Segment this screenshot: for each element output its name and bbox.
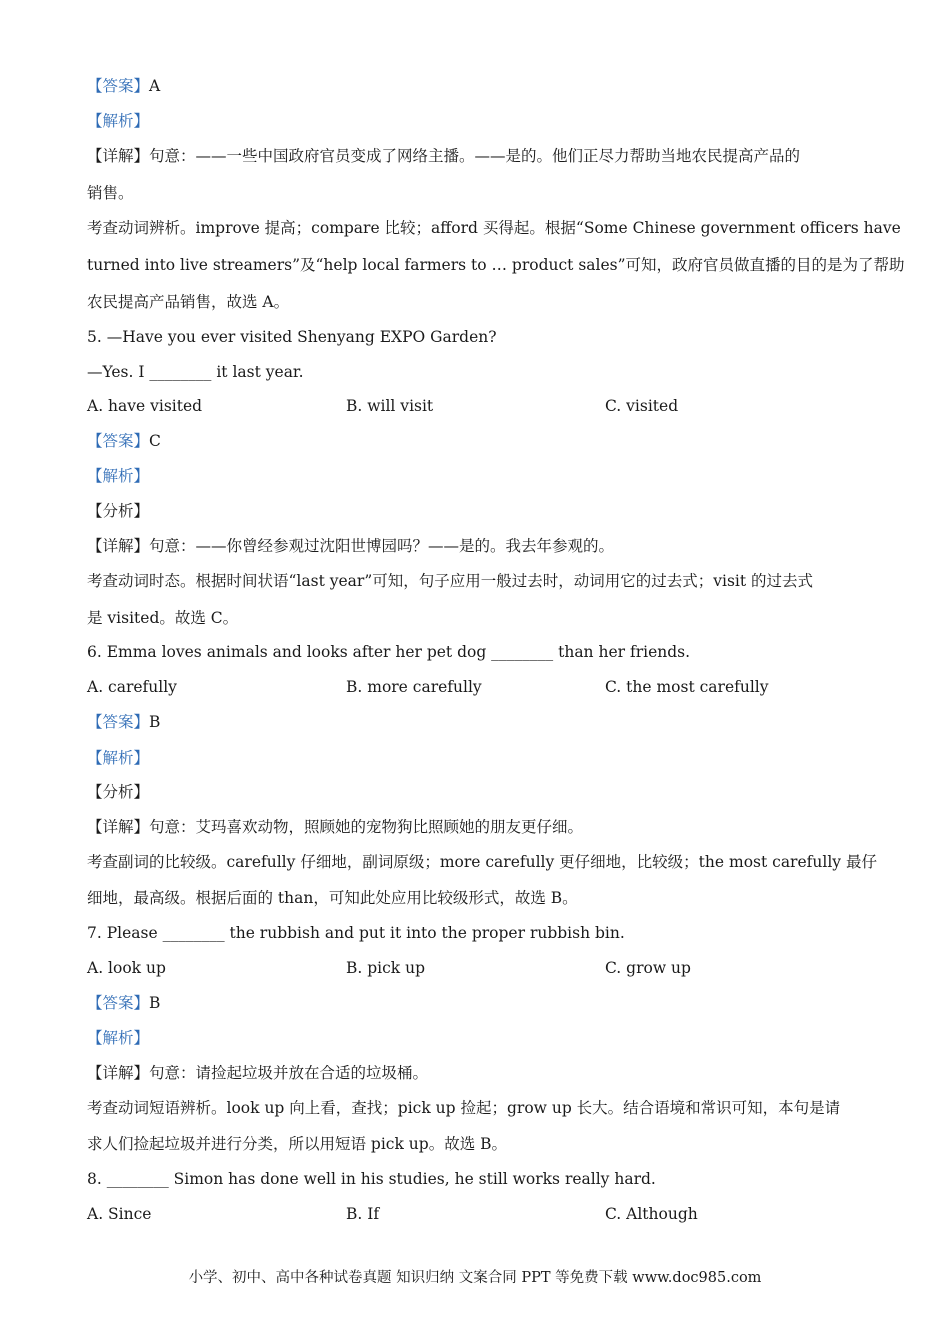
answer-value: B	[149, 994, 161, 1012]
detail-line	[87, 1063, 867, 1083]
detail-text: 句意：——你曾经参观过沈阳世博园吗？——是的。我去年参观的。	[149, 537, 615, 555]
analysis-line	[87, 1028, 867, 1048]
detail-text: 句意：——一些中国政府官员变成了网络主播。——是的。他们正尽力帮助当地农民提高产品的	[149, 147, 801, 165]
fenxi-tag: 【分析】	[87, 502, 150, 520]
question-stem: 6. Emma loves animals and looks after her pet dog ________ than her friends.	[87, 643, 691, 661]
detail-text: 句意：请捡起垃圾并放在合适的垃圾桶。	[149, 1064, 429, 1082]
option-c: C. grow up	[605, 959, 691, 977]
option-c: C. Although	[605, 1205, 698, 1223]
fenxi-line	[87, 782, 867, 802]
question-stem: 7. Please ________ the rubbish and put it into the proper rubbish bin.	[87, 924, 625, 942]
option-b: B. more carefully	[346, 678, 482, 696]
analysis-tag: 【解析】	[87, 112, 150, 130]
detail-line	[87, 817, 867, 837]
explanation-text: 考查动词时态。根据时间状语“last year”可知，句子应用一般过去时，动词用它的过去式；visit 的过去式	[87, 572, 814, 590]
option-a: A. look up	[87, 959, 166, 977]
answer-line	[87, 431, 867, 451]
explanation-text: 细地，最高级。根据后面的 than，可知此处应用比较级形式，故选 B。	[87, 889, 578, 907]
answer-line	[87, 712, 867, 732]
analysis-line	[87, 111, 867, 131]
option-b: B. pick up	[346, 959, 426, 977]
question-stem: 8. ________ Simon has done well in his studies, he still works really hard.	[87, 1170, 656, 1188]
answer-tag: 【答案】	[87, 77, 150, 95]
fenxi-tag: 【分析】	[87, 783, 150, 801]
option-a: A. Since	[87, 1205, 152, 1223]
option-a: A. have visited	[87, 397, 203, 415]
page-footer: 小学、初中、高中各种试卷真题 知识归纳 文案合同 PPT 等免费下载 www.doc985.com	[188, 1270, 762, 1286]
detail-tag: 【详解】	[87, 1064, 150, 1082]
analysis-tag: 【解析】	[87, 467, 150, 485]
fenxi-line	[87, 501, 867, 521]
analysis-tag: 【解析】	[87, 1029, 150, 1047]
detail-text: 句意：艾玛喜欢动物，照顾她的宠物狗比照顾她的朋友更仔细。	[149, 818, 584, 836]
answer-line	[87, 993, 867, 1013]
explanation-text: 求人们捡起垃圾并进行分类，所以用短语 pick up。故选 B。	[87, 1135, 508, 1153]
option-b: B. If	[346, 1205, 380, 1223]
explanation-text: 农民提高产品销售，故选 A。	[87, 293, 290, 311]
option-a: A. carefully	[87, 678, 177, 696]
answer-tag: 【答案】	[87, 432, 150, 450]
detail-line	[87, 536, 867, 556]
analysis-line	[87, 466, 867, 486]
option-c: C. visited	[605, 397, 679, 415]
detail-line	[87, 146, 867, 166]
explanation-text: 考查动词短语辨析。look up 向上看，查找；pick up 捡起；grow up 长大。结合语境和常识可知，本句是请	[87, 1099, 841, 1117]
detail-tag: 【详解】	[87, 537, 150, 555]
analysis-line	[87, 748, 867, 768]
explanation-text: 考查动词辨析。improve 提高；compare 比较；afford 买得起。根据“Some Chinese government officers have	[87, 219, 901, 237]
answer-line	[87, 76, 867, 96]
option-c: C. the most carefully	[605, 678, 769, 696]
option-b: B. will visit	[346, 397, 434, 415]
answer-value: A	[149, 77, 161, 95]
explanation-text: 考查副词的比较级。carefully 仔细地，副词原级；more carefully 更仔细地，比较级；the most carefully 最仔	[87, 853, 877, 871]
question-stem: —Yes. I ________ it last year.	[87, 363, 304, 381]
answer-tag: 【答案】	[87, 713, 150, 731]
answer-value: C	[149, 432, 161, 450]
answer-tag: 【答案】	[87, 994, 150, 1012]
detail-tag: 【详解】	[87, 147, 150, 165]
explanation-text: 是 visited。故选 C。	[87, 609, 239, 627]
question-stem: 5. —Have you ever visited Shenyang EXPO Garden?	[87, 328, 497, 346]
detail-tag: 【详解】	[87, 818, 150, 836]
detail-text-cont: 销售。	[87, 184, 134, 202]
explanation-text: turned into live streamers”及“help local farmers to … product sales”可知，政府官员做直播的目的是为了帮助	[87, 256, 905, 274]
analysis-tag: 【解析】	[87, 749, 150, 767]
answer-value: B	[149, 713, 161, 731]
